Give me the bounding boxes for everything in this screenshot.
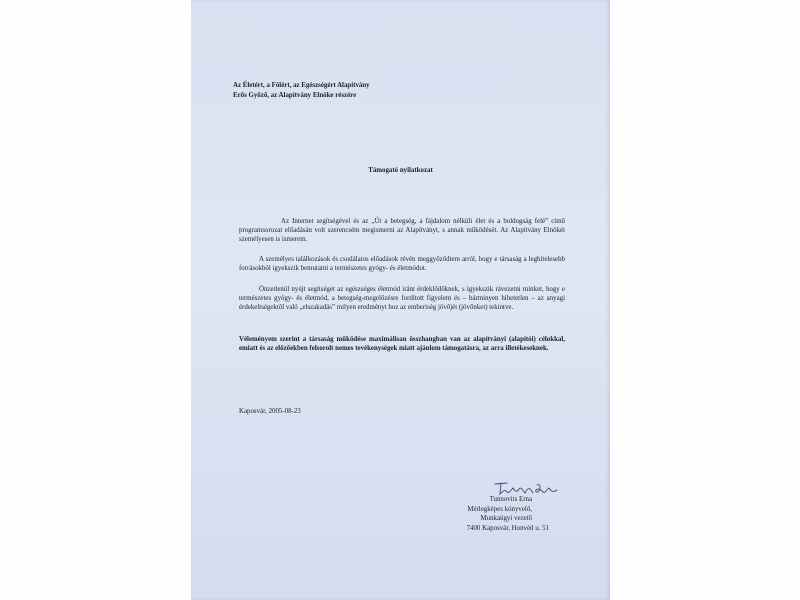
signer-role-1: Mérlegképes könyvelő,: [467, 506, 532, 513]
conclusion-paragraph: Véleményem szerint a társaság működése maximálisan összhangban van az alapítványi (alapítói) célokkal, emiatt és az előzőekben felsorolt nemes tevékenységek miatt ajánlom támogatásra, az arra illetékeseknek.: [239, 336, 565, 353]
letter-page: [191, 0, 610, 600]
place-and-date: Kaposvár, 2005-08-23: [239, 408, 301, 415]
addressee-line-2: Erős Győző, az Alapítvány Elnöke részére: [233, 92, 357, 99]
paragraph-1: Az Internet segítségével és az „Út a betegség, a fájdalom nélküli élet és a boldogság felé” című programsorozat előadásán volt szerencsém megismerni az Alapítványt, s annak működését. Az Alapítvány Elnökét személyesen is ismerem.: [239, 218, 565, 244]
paragraph-2: A személyes találkozások és csodálatos előadások révén meggyőződtem arról, hogy e társaság a leghitelesebb forrásokból igyekszik bemutatni a természetes gyógy- és életmódot.: [239, 256, 565, 273]
signer-role-2: Munkaügyi vezető: [480, 515, 532, 522]
signer-address: 7400 Kaposvár, Honvéd u. 51: [466, 525, 549, 532]
document-title: Támogató nyilatkozat: [368, 167, 433, 174]
addressee-line-1: Az Életért, a Fölért, az Egészségért Alapítvány: [233, 82, 370, 89]
signer-name: Tunnovits Erna: [489, 496, 532, 503]
paragraph-3: Önzetlenül nyújt segítséget az egészséges életmód iránt érdeklődőknek, s igyekszik rávezetni minket, hogy e természetes gyógy- és életmód, a betegség-megelőzésre fordított figyelem és – bárminyen hihetetlen – az anyagi érdekeltségektől való „elszakadás” milyen eredményt hoz az emberiség jövőjét (jövőnket) tekintve.: [239, 286, 565, 312]
